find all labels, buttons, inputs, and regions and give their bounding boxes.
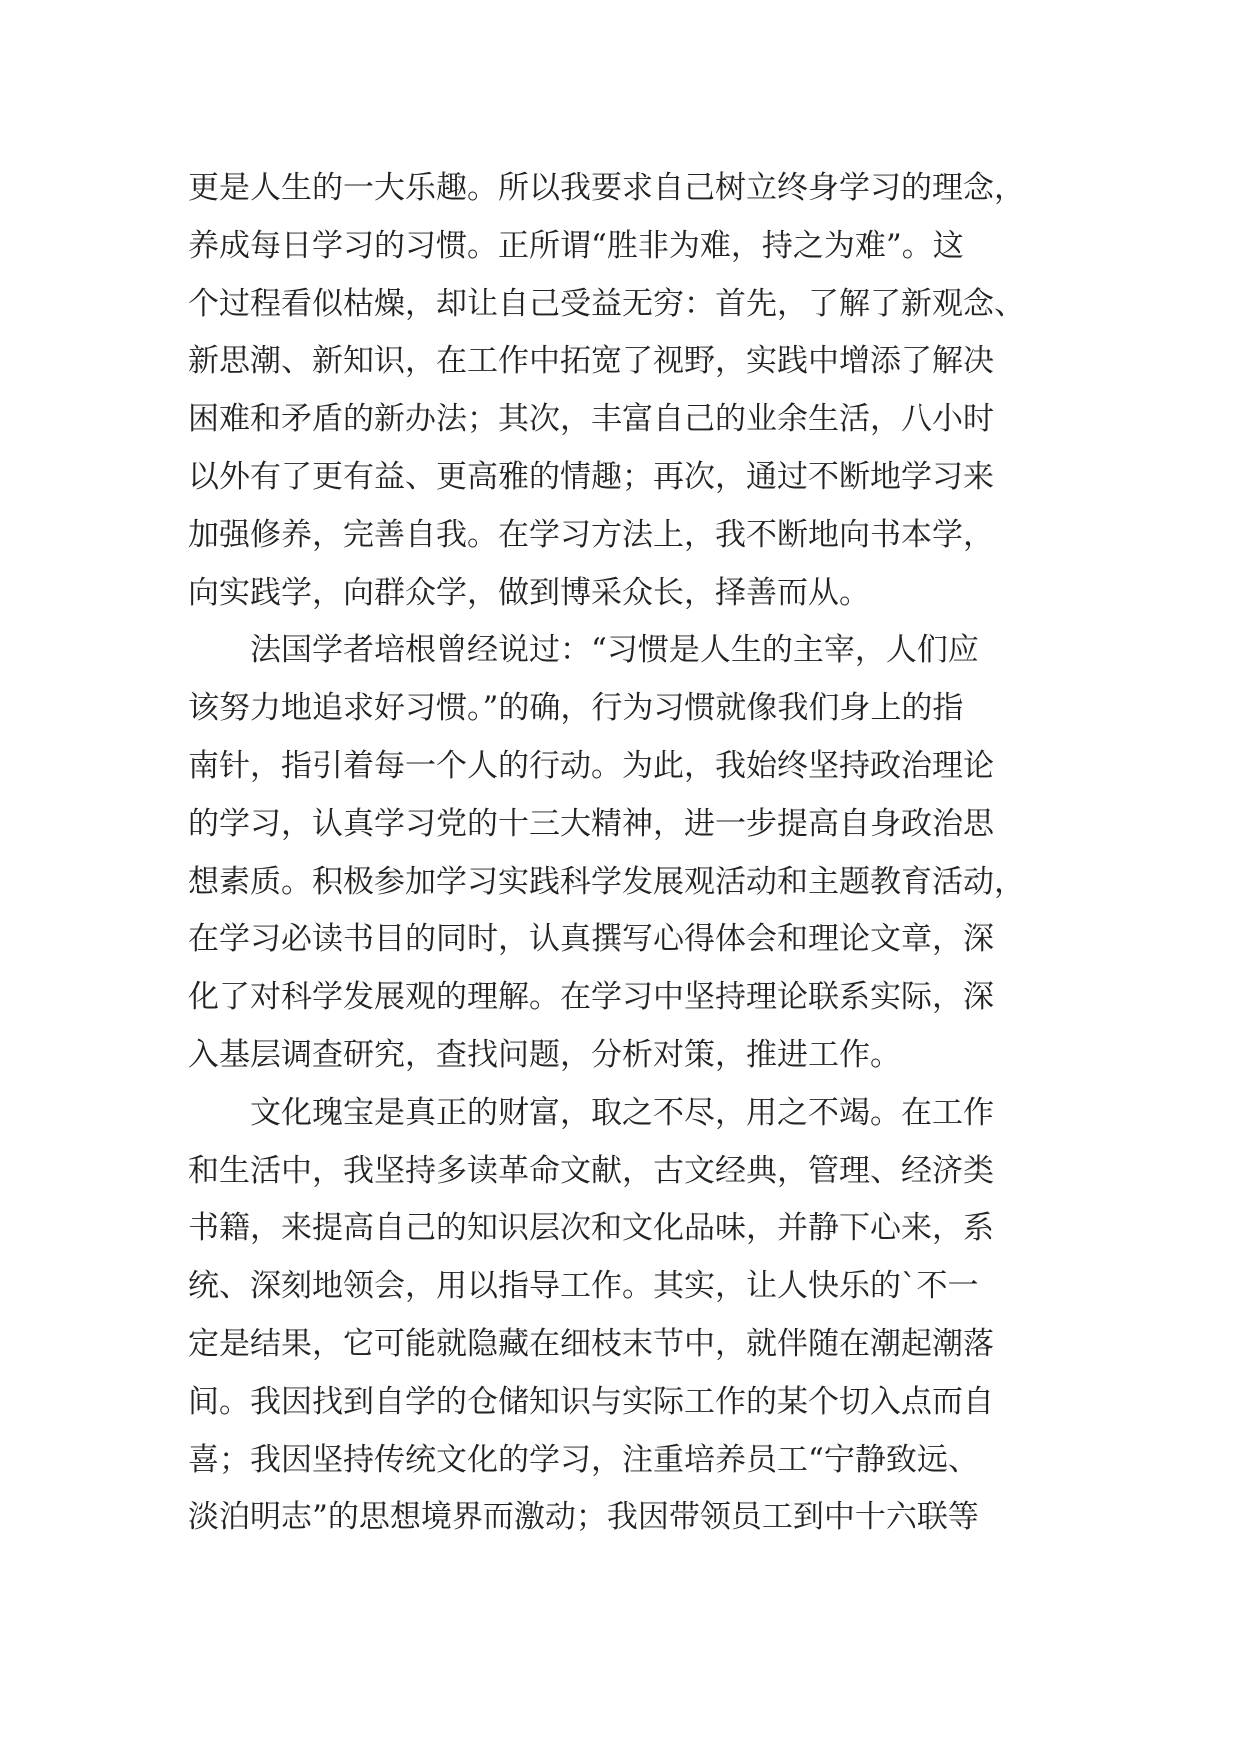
text-line: 养成每日学习的习惯。正所谓“胜非为难，持之为难”。这 [188,227,964,264]
text-line: 定是结果，它可能就隐藏在细枝末节中，就伴随在潮起潮落 [188,1325,994,1362]
text-line: 个过程看似枯燥，却让自己受益无穷：首先，了解了新观念、 [188,285,1025,322]
text-line: 和生活中，我坚持多读革命文献，古文经典，管理、经济类 [188,1152,994,1189]
text-line: 新思潮、新知识，在工作中拓宽了视野，实践中增添了解决 [188,343,994,380]
text-line: 的学习，认真学习党的十三大精神，进一步提高自身政治思 [188,805,994,842]
body-text [188,160,1068,1547]
text-line: 加强修养，完善自我。在学习方法上，我不断地向书本学， [188,516,994,553]
text-line: 喜；我因坚持传统文化的学习，注重培养员工“宁静致远、 [188,1441,979,1478]
text-line: 困难和矛盾的新办法；其次，丰富自己的业余生活，八小时 [188,401,994,438]
text-line: 书籍，来提高自己的知识层次和文化品味，并静下心来，系 [188,1210,994,1247]
text-line: 法国学者培根曾经说过：“习惯是人生的主宰，人们应 [188,632,979,669]
text-line: 间。我因找到自学的仓储知识与实际工作的某个切入点而自 [188,1383,994,1420]
text-line: 在学习必读书目的同时，认真撰写心得体会和理论文章，深 [188,921,994,958]
text-line: 化了对科学发展观的理解。在学习中坚持理论联系实际，深 [188,979,994,1016]
text-line: 该努力地追求好习惯。”的确，行为习惯就像我们身上的指 [188,690,964,727]
text-line: 淡泊明志”的思想境界而激动；我因带领员工到中十六联等 [188,1499,979,1536]
text-line: 入基层调查研究，查找问题，分析对策，推进工作。 [188,1036,901,1073]
text-line: 以外有了更有益、更高雅的情趣；再次，通过不断地学习来 [188,458,994,495]
text-line: 向实践学，向群众学，做到博采众长，择善而从。 [188,574,870,611]
text-line: 统、深刻地领会，用以指导工作。其实，让人快乐的`不一 [188,1268,979,1305]
text-line: 南针，指引着每一个人的行动。为此，我始终坚持政治理论 [188,747,994,784]
text-line: 想素质。积极参加学习实践科学发展观活动和主题教育活动， [188,863,1025,900]
text-line: 文化瑰宝是真正的财富，取之不尽，用之不竭。在工作 [188,1094,994,1131]
text-line: 更是人生的一大乐趣。所以我要求自己树立终身学习的理念， [188,170,1025,206]
